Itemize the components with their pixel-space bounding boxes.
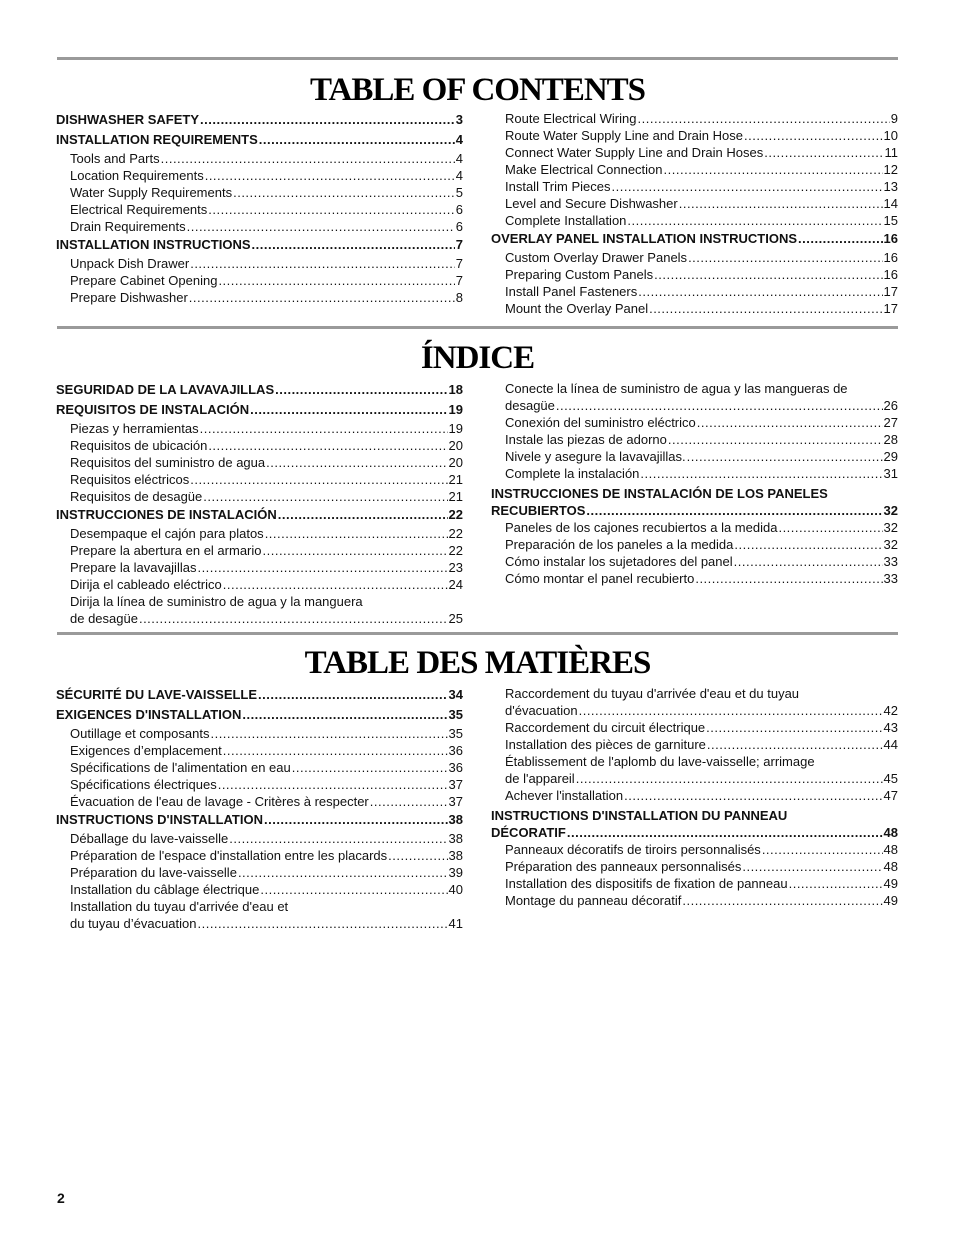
- toc-right-column: [491, 110, 898, 317]
- toc-entry[interactable]: Piezas y herramientas ..... 19: [56, 420, 463, 437]
- toc-entry[interactable]: Déballage du lave-vaisselle ..... 38: [56, 830, 463, 847]
- toc-entry[interactable]: DISHWASHER SAFETY ..... 3: [56, 110, 463, 130]
- toc-entry[interactable]: Cómo instalar los sujetadores del panel ..... 33: [491, 553, 898, 570]
- toc-entry[interactable]: Achever l'installation ..... 47: [491, 787, 898, 804]
- toc-entry[interactable]: Requisitos eléctricos ..... 21: [56, 471, 463, 488]
- toc-entry[interactable]: Nivele y asegure la lavavajillas. ..... 29: [491, 448, 898, 465]
- toc-left-column: [56, 110, 463, 306]
- toc-entry[interactable]: Install Trim Pieces ..... 13: [491, 178, 898, 195]
- page-number: 2: [57, 1190, 65, 1206]
- toc-entry[interactable]: Instale las piezas de adorno ..... 28: [491, 431, 898, 448]
- toc-entry[interactable]: REQUISITOS DE INSTALACIÓN ..... 19: [56, 400, 463, 420]
- toc-entry[interactable]: Complete la instalación ..... 31: [491, 465, 898, 482]
- toc-entry[interactable]: Installation des pièces de garniture ..... 44: [491, 736, 898, 753]
- toc-entry[interactable]: INSTALLATION INSTRUCTIONS ..... 7: [56, 235, 463, 255]
- indice-left-column: [56, 380, 463, 627]
- toc-entry-multiline[interactable]: Conecte la línea de suministro de agua y las mangueras de desagüe ..... 26: [491, 380, 898, 414]
- toc-entry[interactable]: EXIGENCES D'INSTALLATION ..... 35: [56, 705, 463, 725]
- toc-entry[interactable]: Panneaux décoratifs de tiroirs personnalisés ..... 48: [491, 841, 898, 858]
- toc-entry[interactable]: Install Panel Fasteners ..... 17: [491, 283, 898, 300]
- toc-entry-multiline[interactable]: Raccordement du tuyau d'arrivée d'eau et du tuyau d'évacuation ..... 42: [491, 685, 898, 719]
- toc-entry-line1: INSTRUCTIONS D'INSTALLATION DU PANNEAU: [491, 808, 788, 823]
- indice-right-column: [491, 380, 898, 587]
- toc-entry-multiline[interactable]: Installation du tuyau d'arrivée d'eau et du tuyau d’évacuation ..... 41: [56, 898, 463, 932]
- toc-entry[interactable]: Paneles de los cajones recubiertos a la medida ..... 32: [491, 519, 898, 536]
- matieres-left-column: [56, 685, 463, 932]
- section-rule: [57, 632, 898, 635]
- toc-entry[interactable]: Desempaque el cajón para platos ..... 22: [56, 525, 463, 542]
- toc-entry[interactable]: Custom Overlay Drawer Panels ..... 16: [491, 249, 898, 266]
- toc-entry-line1: Installation du tuyau d'arrivée d'eau et: [70, 899, 289, 914]
- toc-entry[interactable]: Dirija el cableado eléctrico ..... 24: [56, 576, 463, 593]
- toc-entry[interactable]: Montage du panneau décoratif ..... 49: [491, 892, 898, 909]
- toc-entry-line1: Établissement de l'aplomb du lave-vaisselle; arrimage: [505, 754, 815, 769]
- toc-entry-line1: Raccordement du tuyau d'arrivée d'eau et du tuyau: [505, 686, 800, 701]
- toc-entry-multiline[interactable]: INSTRUCTIONS D'INSTALLATION DU PANNEAU DÉCORATIF ..... 48: [491, 807, 898, 841]
- toc-entry[interactable]: Make Electrical Connection ..... 12: [491, 161, 898, 178]
- toc-entry[interactable]: Mount the Overlay Panel ..... 17: [491, 300, 898, 317]
- toc-entry[interactable]: SEGURIDAD DE LA LAVAVAJILLAS ..... 18: [56, 380, 463, 400]
- toc-entry[interactable]: Préparation des panneaux personnalisés ..... 48: [491, 858, 898, 875]
- section-rule: [57, 57, 898, 60]
- toc-entry[interactable]: Exigences d’emplacement ..... 36: [56, 742, 463, 759]
- section-title-indice: ÍNDICE: [420, 340, 535, 376]
- toc-entry-multiline[interactable]: Établissement de l'aplomb du lave-vaisselle; arrimage de l'appareil ..... 45: [491, 753, 898, 787]
- toc-entry-line1: Dirija la línea de suministro de agua y la manguera: [70, 594, 363, 609]
- section-title-matieres: TABLE DES MATIÈRES: [304, 645, 651, 681]
- toc-entry[interactable]: Spécifications électriques ..... 37: [56, 776, 463, 793]
- toc-entry-multiline[interactable]: Dirija la línea de suministro de agua y la manguera de desagüe ..... 25: [56, 593, 463, 627]
- toc-entry[interactable]: Preparing Custom Panels ..... 16: [491, 266, 898, 283]
- toc-entry[interactable]: Prepare Dishwasher ..... 8: [56, 289, 463, 306]
- toc-entry-multiline[interactable]: INSTRUCCIONES DE INSTALACIÓN DE LOS PANELES RECUBIERTOS ..... 32: [491, 485, 898, 519]
- toc-entry[interactable]: Évacuation de l'eau de lavage - Critères à respecter ..... 37: [56, 793, 463, 810]
- toc-entry[interactable]: Requisitos de desagüe ..... 21: [56, 488, 463, 505]
- toc-entry[interactable]: Outillage et composants ..... 35: [56, 725, 463, 742]
- toc-entry-line1: Conecte la línea de suministro de agua y las mangueras de: [505, 381, 848, 396]
- toc-entry-line1: INSTRUCCIONES DE INSTALACIÓN DE LOS PANELES: [491, 486, 828, 501]
- toc-entry[interactable]: Préparation du lave-vaisselle ..... 39: [56, 864, 463, 881]
- toc-entry[interactable]: Préparation de l'espace d'installation entre les placards ..... 38: [56, 847, 463, 864]
- matieres-right-column: [491, 685, 898, 909]
- toc-entry[interactable]: Prepare la abertura en el armario ..... 22: [56, 542, 463, 559]
- toc-entry[interactable]: Requisitos del suministro de agua ..... 20: [56, 454, 463, 471]
- toc-entry[interactable]: Route Water Supply Line and Drain Hose ..... 10: [491, 127, 898, 144]
- toc-entry[interactable]: Installation du câblage électrique ..... 40: [56, 881, 463, 898]
- toc-entry[interactable]: OVERLAY PANEL INSTALLATION INSTRUCTIONS ..... 16: [491, 229, 898, 249]
- toc-entry[interactable]: Complete Installation ..... 15: [491, 212, 898, 229]
- toc-entry[interactable]: Installation des dispositifs de fixation de panneau ..... 49: [491, 875, 898, 892]
- toc-entry[interactable]: SÉCURITÉ DU LAVE-VAISSELLE ..... 34: [56, 685, 463, 705]
- toc-entry[interactable]: Conexión del suministro eléctrico ..... 27: [491, 414, 898, 431]
- toc-entry[interactable]: INSTRUCCIONES DE INSTALACIÓN ..... 22: [56, 505, 463, 525]
- section-rule: [57, 326, 898, 329]
- toc-entry[interactable]: INSTRUCTIONS D'INSTALLATION ..... 38: [56, 810, 463, 830]
- toc-entry[interactable]: Location Requirements ..... 4: [56, 167, 463, 184]
- toc-entry[interactable]: Preparación de los paneles a la medida ..... 32: [491, 536, 898, 553]
- toc-entry[interactable]: Unpack Dish Drawer ..... 7: [56, 255, 463, 272]
- toc-entry[interactable]: Water Supply Requirements ..... 5: [56, 184, 463, 201]
- toc-entry[interactable]: Prepare Cabinet Opening ..... 7: [56, 272, 463, 289]
- toc-entry[interactable]: Cómo montar el panel recubierto ..... 33: [491, 570, 898, 587]
- toc-entry[interactable]: Drain Requirements ..... 6: [56, 218, 463, 235]
- toc-entry[interactable]: Spécifications de l'alimentation en eau ..... 36: [56, 759, 463, 776]
- toc-entry[interactable]: Tools and Parts ..... 4: [56, 150, 463, 167]
- toc-entry[interactable]: Level and Secure Dishwasher ..... 14: [491, 195, 898, 212]
- toc-entry[interactable]: Requisitos de ubicación ..... 20: [56, 437, 463, 454]
- toc-entry[interactable]: INSTALLATION REQUIREMENTS ..... 4: [56, 130, 463, 150]
- toc-entry[interactable]: Connect Water Supply Line and Drain Hoses ..... 11: [491, 144, 898, 161]
- toc-entry[interactable]: Electrical Requirements ..... 6: [56, 201, 463, 218]
- toc-entry[interactable]: Raccordement du circuit électrique ..... 43: [491, 719, 898, 736]
- toc-entry[interactable]: Prepare la lavavajillas ..... 23: [56, 559, 463, 576]
- toc-entry[interactable]: Route Electrical Wiring ..... 9: [491, 110, 898, 127]
- section-title-toc: TABLE OF CONTENTS: [309, 72, 646, 108]
